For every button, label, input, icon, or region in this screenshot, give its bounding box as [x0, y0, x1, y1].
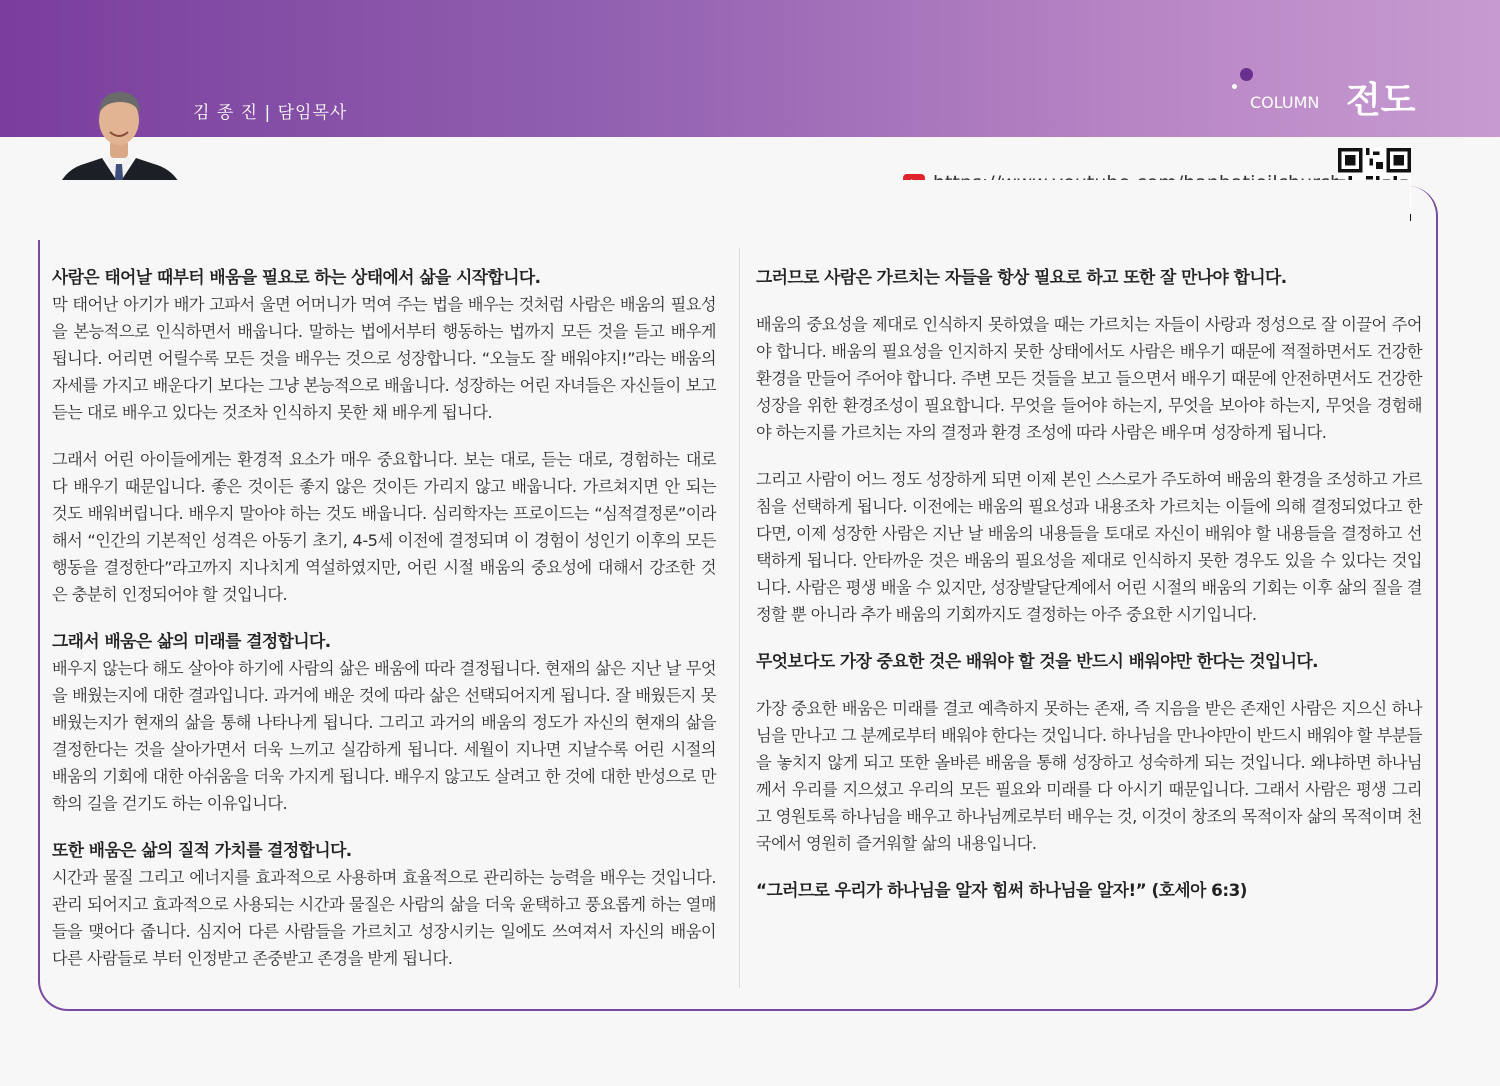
frame-mask — [30, 180, 1410, 240]
left-paragraph-4: 시간과 물질 그리고 에너지를 효과적으로 사용하며 효율적으로 관리하는 능력을 배우는 것입니다. 관리 되어지고 효과적으로 사용되는 시간과 물질은 사람의 삶을 더욱 윤택하고 풍요롭게 하는 열매들을 맺어다 줍니다. 심지어 다른 사람들을 가르치고 성장시키는 일에도 쓰여져서 자신의 배움이 다른 사람들로 부터 인정받고 존중받고 존경을 받게 됩니다. — [52, 868, 716, 968]
left-paragraph-3: 배우지 않는다 해도 살아야 하기에 사람의 삶은 배움에 따라 결정됩니다. 현재의 삶은 지난 날 무엇을 배웠는지에 대한 결과입니다. 과거에 배운 것에 따라 삶은 선택되어지게 됩니다. 잘 배웠든지 못 배웠는지가 현재의 삶을 통해 나타나게 됩니다. 그리고 과거의 배움의 정도가 자신의 현재의 삶을 결정한다는 것을 살아가면서 더욱 느끼고 실감하게 됩니다. 세월이 지나면 지날수록 어린 시절의 배움의 기회에 대한 아쉬움을 더욱 가지게 됩니다. 배우지 않고도 살려고 한 것에 대한 반성으로 만학의 길을 걷기도 하는 이유입니다. — [52, 659, 716, 813]
left-column — [52, 264, 716, 992]
column-title: 전도 — [1346, 80, 1416, 121]
left-heading-3: 또한 배움은 삶의 질적 가치를 결정합니다. — [52, 840, 352, 860]
column-label: COLUMN — [1250, 93, 1320, 112]
right-heading-1: 그러므로 사람은 가르치는 자들을 항상 필요로 하고 또한 잘 만나야 합니다. — [756, 267, 1287, 287]
right-quote: “그러므로 우리가 하나님을 알자 힘써 하나님을 알자!” (호세아 6:3) — [756, 880, 1247, 900]
column-divider — [739, 248, 740, 988]
right-heading-2: 무엇보다도 가장 중요한 것은 배워야 할 것을 반드시 배워야만 한다는 것입니다. — [756, 651, 1319, 671]
small-dot-icon — [1232, 84, 1237, 89]
left-paragraph-1: 막 태어난 아기가 배가 고파서 울면 어머니가 먹여 주는 법을 배우는 것처럼 사람은 배움의 필요성을 본능적으로 인식하면서 배웁니다. 말하는 법에서부터 행동하는 법까지 모든 것을 듣고 배우게 됩니다. 어리면 어릴수록 모든 것을 배우는 것으로 성장합니다. “오늘도 잘 배워야지!”라는 배움의 자세를 가지고 배운다기 보다는 그냥 본능적으로 배웁니다. 성장하는 어린 자녀들은 자신들이 보고 듣는 대로 배우고 있다는 것조차 인식하지 못한 채 배우게 됩니다. — [52, 295, 716, 422]
right-paragraph-1: 배움의 중요성을 제대로 인식하지 못하였을 때는 가르치는 자들이 사랑과 정성으로 잘 이끌어 주어야 합니다. 배움의 필요성을 인지하지 못한 상태에서도 사람은 배우기 때문에 적절하면서도 건강한 환경을 만들어 주어야 합니다. 주변 모든 것들을 보고 들으면서 배우기 때문에 안전하면서도 건강한 성장을 위한 환경조성이 필요합니다. 무엇을 들어야 하는지, 무엇을 보아야 하는지, 무엇을 경험해야 하는지를 가르치는 자의 결정과 환경 조성에 따라 사람은 배우며 성장하게 됩니다. — [756, 315, 1422, 442]
left-paragraph-2: 그래서 어린 아이들에게는 환경적 요소가 매우 중요합니다. 보는 대로, 듣는 대로, 경험하는 대로 다 배우기 때문입니다. 좋은 것이든 좋지 않은 것이든 가리지 않고 배웁니다. 가르쳐지면 안 되는 것도 배워버립니다. 배우지 말아야 하는 것도 배웁니다. 심리학자는 프로이드는 “심적결정론”이라 해서 “인간의 기본적인 성격은 아동기 초기, 4-5세 이전에 결정되며 이 경험이 성인기 이후의 모든 행동을 결정한다”라고까지 지나치게 역설하였지만, 어린 시절 배움의 중요성에 대해서 강조한 것은 충분히 인정되어야 할 것입니다. — [52, 450, 716, 604]
right-paragraph-3: 가장 중요한 배움은 미래를 결코 예측하지 못하는 존재, 즉 지음을 받은 존재인 사람은 지으신 하나님을 만나고 그 분께로부터 배워야 한다는 것입니다. 하나님을 만나야만이 반드시 배워야 할 부분들을 놓치지 않게 되고 또한 올바른 배움을 통해 성장하고 성숙하게 되는 것입니다. 왜냐하면 하나님께서 우리를 지으셨고 우리의 모든 필요와 미래를 다 아시기 때문입니다. 그래서 사람은 평생 그리고 영원토록 하나님을 배우고 하나님께로부터 배우는 것, 이것이 창조의 목적이자 삶의 목적이며 천국에서 영원히 즐거워할 삶의 내용입니다. — [756, 699, 1422, 853]
right-column — [756, 264, 1422, 904]
dot-icon — [1240, 68, 1253, 81]
right-paragraph-2: 그리고 사람이 어느 정도 성장하게 되면 이제 본인 스스로가 주도하여 배움의 환경을 조성하고 가르침을 선택하게 됩니다. 이전에는 배움의 필요성과 내용조차 가르치는 이들에 의해 결정되었다고 한다면, 이제 성장한 사람은 지난 날 배움의 내용들을 토대로 자신이 배워야 할 내용들을 결정하고 선택하게 됩니다. 안타까운 것은 배움의 필요성을 제대로 인식하지 못한 경우도 있을 수 있다는 것입니다. 사람은 평생 배울 수 있지만, 성장발달단계에서 어린 시절의 배움의 기회는 이후 삶의 질을 결정할 뿐 아니라 추가 배움의 기회까지도 결정하는 아주 중요한 시기입니다. — [756, 470, 1422, 624]
left-heading-1: 사람은 태어날 때부터 배움을 필요로 하는 상태에서 삶을 시작합니다. — [52, 267, 541, 287]
left-heading-2: 그래서 배움은 삶의 미래를 결정합니다. — [52, 631, 331, 651]
author-name: 김 종 진 | 담임목사 — [193, 103, 348, 123]
